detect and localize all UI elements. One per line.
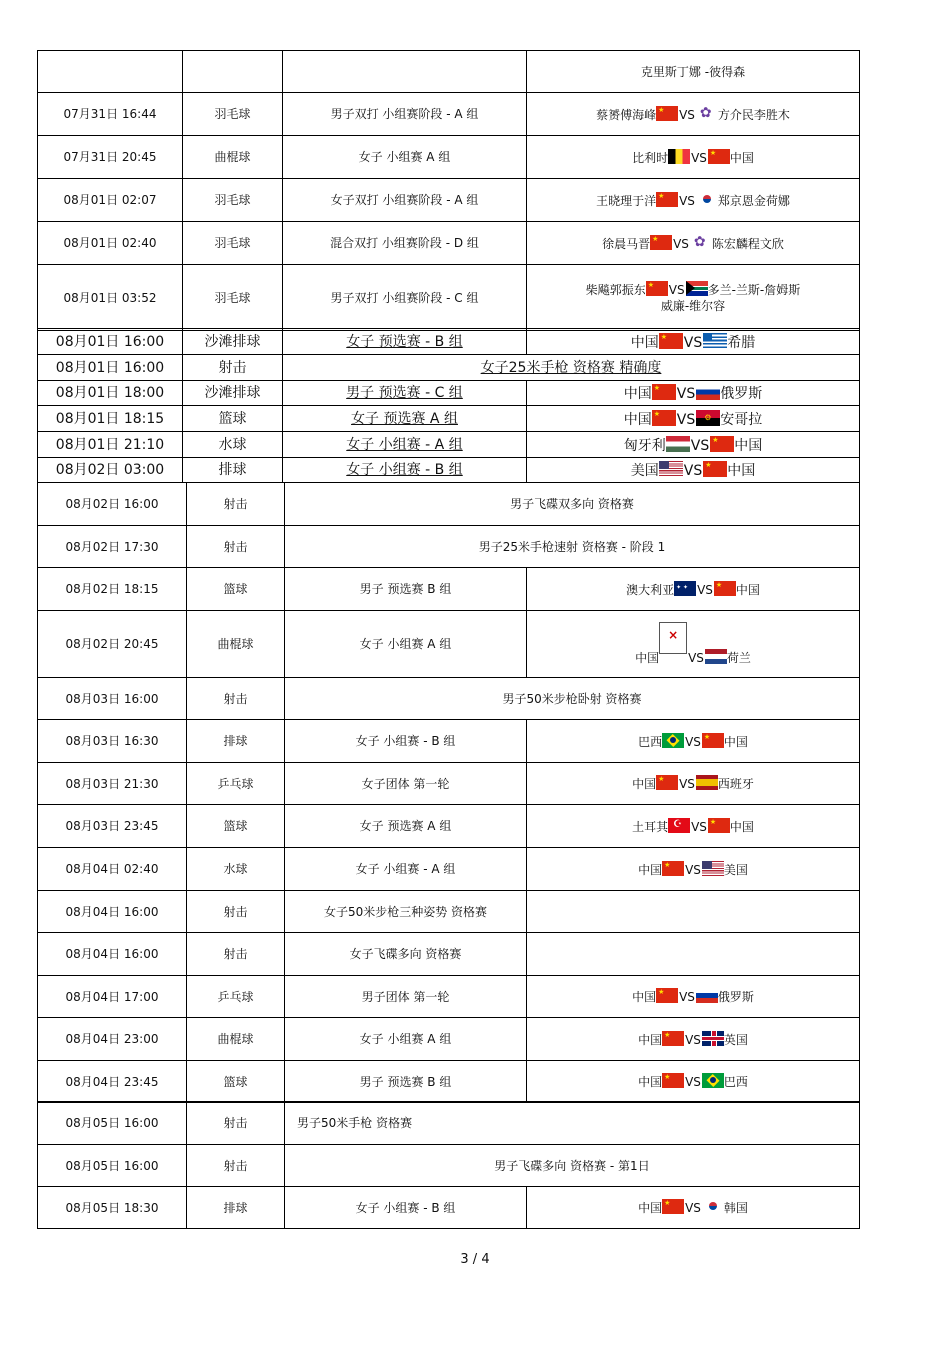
vs-label: VS (685, 1032, 701, 1047)
event-text: 男子飞碟双多向 资格赛 (510, 497, 634, 511)
team-right: 英国 (723, 1032, 748, 1047)
sport-cell: 射击 (187, 891, 285, 933)
time-cell: 08月01日 18:15 (38, 406, 183, 432)
vs-label: VS (685, 862, 701, 877)
event-cell (283, 179, 527, 222)
time-cell: 08月01日 03:52 (38, 265, 183, 331)
team-right: 中国 (727, 463, 756, 479)
vs-label: VS (676, 411, 696, 428)
turkey-flag-icon (668, 818, 690, 833)
korea-flag-icon (696, 192, 718, 207)
sport-cell: 篮球 (183, 406, 283, 432)
schedule-row (38, 265, 860, 331)
event-cell (285, 611, 527, 678)
event-cell (283, 432, 527, 458)
sport-cell: 篮球 (187, 1061, 285, 1103)
page-number: 3 / 4 (460, 1252, 490, 1267)
time-cell: 08月02日 18:15 (38, 568, 187, 611)
time-cell: 08月05日 16:00 (38, 1145, 187, 1187)
event-text: 女子团体 第一轮 (361, 776, 450, 791)
team-right: 俄罗斯 (717, 990, 754, 1004)
empty-cell (38, 51, 183, 93)
sport-cell: 射击 (187, 1145, 285, 1187)
schedule-row (38, 93, 860, 136)
team-right: 中国 (729, 819, 754, 834)
schedule-table-2 (37, 328, 860, 483)
team-right: 中国 (735, 582, 760, 597)
match-cell (527, 265, 860, 331)
sport-cell: 水球 (187, 848, 285, 891)
team-left: 澳大利亚 (626, 582, 675, 597)
schedule-row (38, 136, 860, 179)
event-text: 女子飞碟多向 资格赛 (349, 947, 462, 961)
team-right: 美国 (723, 862, 748, 877)
vs-label: VS (673, 236, 689, 251)
event-text: 女子25米手枪 资格赛 精确度 (480, 359, 662, 376)
event-text: 男子50米步枪卧射 资格赛 (502, 691, 642, 706)
team-left: 中国 (638, 1075, 663, 1089)
schedule-row (38, 1102, 860, 1145)
event-text: 男子 预选赛 B 组 (359, 1074, 452, 1089)
sport-cell: 射击 (187, 1102, 285, 1145)
event-text: 女子50米步枪三种姿势 资格赛 (323, 904, 488, 919)
match-cell (527, 432, 860, 458)
match-cell (527, 1018, 860, 1061)
event-text: 女子 预选赛 - B 组 (346, 333, 463, 350)
team-right: 韩国 (723, 1201, 748, 1215)
team-right: 多兰-兰斯-詹姆斯 (707, 283, 801, 297)
sport-cell: 水球 (183, 432, 283, 458)
time-cell: 08月03日 16:00 (38, 678, 187, 720)
time-cell: 08月03日 21:30 (38, 763, 187, 805)
time-cell: 08月04日 23:00 (38, 1018, 187, 1061)
event-text: 男子双打 小组赛阶段 - A 组 (330, 107, 479, 121)
time-cell: 08月04日 16:00 (38, 891, 187, 933)
empty-cell (183, 51, 283, 93)
time-cell: 08月01日 21:10 (38, 432, 183, 458)
team-left: 美国 (630, 463, 659, 479)
team-left: 中国 (623, 411, 652, 428)
vs-label: VS (685, 734, 701, 749)
match-cell (527, 1061, 860, 1103)
event-cell (285, 848, 527, 891)
event-cell (283, 406, 527, 432)
team-left: 蔡赟傅海峰 (596, 107, 657, 122)
sport-cell: 排球 (187, 1187, 285, 1229)
hungary-flag-icon (666, 436, 690, 452)
chinese-taipei-flag-icon (696, 106, 718, 121)
match-cell (527, 763, 860, 805)
sport-cell: 篮球 (187, 805, 285, 848)
match-cell (527, 406, 860, 432)
china-flag-icon (702, 733, 724, 748)
match-cell (527, 381, 860, 406)
event-cell (285, 483, 860, 526)
sport-cell: 羽毛球 (183, 265, 283, 331)
event-text: 女子 预选赛 A 组 (359, 819, 452, 833)
event-text: 男子双打 小组赛阶段 - C 组 (330, 290, 479, 305)
event-cell (285, 568, 527, 611)
team-left: 中国 (632, 990, 657, 1004)
schedule-table-1 (37, 50, 860, 331)
match-cell (527, 720, 860, 763)
match-cell (527, 611, 860, 678)
event-cell (285, 763, 527, 805)
team-left: 巴西 (638, 734, 663, 749)
team-left: 土耳其 (632, 819, 669, 834)
vs-label: VS (683, 463, 703, 479)
china-flag-icon (652, 410, 676, 426)
match-cell (527, 805, 860, 848)
china-flag-icon (708, 818, 730, 833)
vs-label: VS (691, 150, 707, 165)
vs-label: VS (688, 651, 704, 665)
team-right: 安哥拉 (720, 411, 763, 428)
event-text: 女子 小组赛 - B 组 (346, 462, 463, 478)
event-cell (283, 355, 860, 381)
event-text: 女子 小组赛 - B 组 (355, 734, 456, 748)
event-cell (285, 891, 527, 933)
schedule-table-4 (37, 1101, 860, 1229)
china-flag-icon (662, 1199, 684, 1214)
brazil-flag-icon (662, 733, 684, 748)
schedule-row (38, 432, 860, 458)
team-right: 方介民李胜木 (717, 107, 790, 122)
team-right: 西班牙 (717, 777, 754, 791)
schedule-row (38, 848, 860, 891)
vs-label: VS (690, 437, 710, 454)
china-flag-icon (652, 384, 676, 400)
match-cell (527, 136, 860, 179)
team-left: 柴飚郭振东 (585, 283, 646, 297)
angola-flag-icon (696, 410, 720, 426)
vs-label: VS (679, 990, 695, 1004)
korea-flag-icon (702, 1199, 724, 1214)
schedule-table-3 (37, 482, 860, 1103)
schedule-row (38, 355, 860, 381)
event-cell (285, 1018, 527, 1061)
event-cell (285, 678, 860, 720)
event-text: 男子飞碟多向 资格赛 - 第1日 (494, 1158, 650, 1173)
event-text: 男子 预选赛 - C 组 (346, 385, 463, 401)
time-cell: 08月05日 16:00 (38, 1102, 187, 1145)
event-text: 男子团体 第一轮 (361, 989, 450, 1004)
australia-flag-icon (674, 581, 696, 596)
sport-cell: 射击 (187, 678, 285, 720)
sport-cell: 排球 (183, 458, 283, 483)
netherlands-flag-icon (705, 649, 727, 664)
time-cell: 08月02日 17:30 (38, 526, 187, 568)
team-right-line2: 威廉-维尔容 (660, 299, 726, 313)
sport-cell: 射击 (187, 526, 285, 568)
sport-cell: 乒乓球 (187, 976, 285, 1018)
event-cell (283, 381, 527, 406)
time-cell: 08月01日 02:40 (38, 222, 183, 265)
match-cell (527, 976, 860, 1018)
china-flag-icon (656, 106, 678, 121)
china-flag-icon (656, 192, 678, 207)
event-text: 女子 小组赛 - B 组 (355, 1200, 456, 1215)
brazil-flag-icon (702, 1073, 724, 1088)
time-cell: 08月04日 17:00 (38, 976, 187, 1018)
vs-label: VS (685, 1075, 701, 1089)
empty-cell (283, 51, 527, 93)
vs-label: VS (683, 334, 703, 351)
vs-label: VS (679, 777, 695, 791)
time-cell: 08月04日 16:00 (38, 933, 187, 976)
schedule-row (38, 763, 860, 805)
sport-cell: 羽毛球 (183, 222, 283, 265)
schedule-row (38, 483, 860, 526)
sport-cell: 篮球 (187, 568, 285, 611)
event-cell (285, 1187, 527, 1229)
match-cell (527, 568, 860, 611)
time-cell: 08月01日 16:00 (38, 355, 183, 381)
time-cell: 08月04日 23:45 (38, 1061, 187, 1103)
schedule-row (38, 976, 860, 1018)
schedule-row (38, 1187, 860, 1229)
event-cell (285, 1145, 860, 1187)
team-right: 荷兰 (726, 651, 751, 665)
event-text: 男子 预选赛 B 组 (359, 582, 452, 596)
vs-label: VS (679, 193, 695, 208)
vs-label: VS (685, 1201, 701, 1215)
team-right: 中国 (734, 437, 763, 454)
belgium-flag-icon (668, 149, 690, 164)
time-cell: 08月02日 03:00 (38, 458, 183, 483)
sport-cell: 射击 (187, 933, 285, 976)
schedule-row (38, 1145, 860, 1187)
schedule-row (38, 805, 860, 848)
schedule-row (38, 678, 860, 720)
team-right: 中国 (723, 734, 748, 749)
china-flag-icon (662, 861, 684, 876)
event-cell (283, 265, 527, 331)
event-cell (285, 933, 527, 976)
event-text: 女子 小组赛 - A 组 (355, 862, 456, 876)
greece-flag-icon (703, 333, 727, 349)
sport-cell: 乒乓球 (187, 763, 285, 805)
time-cell: 08月01日 18:00 (38, 381, 183, 406)
china-flag-icon (703, 461, 727, 477)
match-cell (527, 1187, 860, 1229)
match-cell (527, 179, 860, 222)
event-cell (283, 329, 527, 355)
china-flag-icon (714, 581, 736, 596)
russia-flag-icon (696, 384, 720, 400)
russia-flag-icon (696, 988, 718, 1003)
sport-cell: 曲棍球 (187, 611, 285, 678)
team-right: 俄罗斯 (720, 386, 763, 402)
time-cell: 08月03日 23:45 (38, 805, 187, 848)
team-left: 比利时 (632, 150, 669, 165)
time-cell: 08月04日 02:40 (38, 848, 187, 891)
team-left: 中国 (623, 386, 652, 402)
vs-label: VS (697, 582, 713, 597)
sport-cell: 羽毛球 (183, 93, 283, 136)
sport-cell: 排球 (187, 720, 285, 763)
event-text: 女子 小组赛 A 组 (359, 637, 452, 651)
schedule-row (38, 568, 860, 611)
event-text: 女子 小组赛 - A 组 (346, 436, 463, 453)
china-flag-icon (662, 1031, 684, 1046)
time-cell: 07月31日 16:44 (38, 93, 183, 136)
match-cell (527, 93, 860, 136)
schedule-row (38, 381, 860, 406)
event-cell (285, 1061, 527, 1103)
event-cell (285, 720, 527, 763)
match-cell (527, 329, 860, 355)
match-cell: 克里斯丁娜 -彼得森 (527, 51, 860, 93)
event-cell (283, 93, 527, 136)
team-left: 中国 (630, 334, 659, 351)
match-cell (527, 933, 860, 976)
china-flag-icon (659, 333, 683, 349)
event-text: 混合双打 小组赛阶段 - D 组 (330, 236, 479, 250)
team-left: 中国 (632, 777, 657, 791)
schedule-row (38, 611, 860, 678)
usa-flag-icon (702, 861, 724, 876)
team-left: 中国 (635, 651, 660, 665)
chinese-taipei-flag-icon (690, 235, 712, 250)
schedule-row (38, 406, 860, 432)
schedule-row (38, 329, 860, 355)
time-cell: 07月31日 20:45 (38, 136, 183, 179)
event-cell (283, 136, 527, 179)
south-africa-flag-icon (686, 281, 708, 296)
event-cell (283, 222, 527, 265)
schedule-row (38, 1018, 860, 1061)
team-right: 中国 (729, 150, 754, 165)
sport-cell: 射击 (183, 355, 283, 381)
event-text: 女子双打 小组赛阶段 - A 组 (330, 193, 479, 207)
china-flag-icon (708, 149, 730, 164)
event-cell (285, 976, 527, 1018)
china-flag-icon (656, 775, 678, 790)
vs-label: VS (668, 283, 685, 297)
team-right: 巴西 (723, 1075, 748, 1089)
vs-label: VS (691, 819, 707, 834)
team-left: 中国 (638, 1201, 663, 1215)
team-right: 希腊 (727, 334, 756, 351)
time-cell: 08月02日 16:00 (38, 483, 187, 526)
match-cell (527, 891, 860, 933)
schedule-row (38, 1061, 860, 1103)
event-cell (283, 458, 527, 483)
time-cell: 08月01日 16:00 (38, 329, 183, 355)
china-flag-icon (646, 281, 668, 296)
schedule-row (38, 891, 860, 933)
event-cell (285, 1102, 860, 1145)
event-text: 男子25米手枪速射 资格赛 - 阶段 1 (478, 539, 666, 554)
event-cell (285, 526, 860, 568)
spain-flag-icon (696, 775, 718, 790)
schedule-row (38, 933, 860, 976)
match-cell (527, 222, 860, 265)
sport-cell: 沙滩排球 (183, 329, 283, 355)
sport-cell: 曲棍球 (183, 136, 283, 179)
time-cell: 08月05日 18:30 (38, 1187, 187, 1229)
schedule-row (38, 179, 860, 222)
time-cell: 08月03日 16:30 (38, 720, 187, 763)
vs-label: VS (676, 386, 696, 402)
schedule-row (38, 51, 860, 93)
schedule-row (38, 526, 860, 568)
china-flag-icon (650, 235, 672, 250)
china-flag-icon (662, 1073, 684, 1088)
schedule-row (38, 222, 860, 265)
team-right: 陈宏麟程文欣 (711, 236, 784, 251)
schedule-row (38, 458, 860, 483)
china-flag-icon (710, 436, 734, 452)
time-cell: 08月02日 20:45 (38, 611, 187, 678)
team-right: 郑京恩金荷娜 (717, 193, 790, 208)
team-left: 徐晨马晋 (602, 236, 651, 251)
match-cell (527, 848, 860, 891)
uk-flag-icon (702, 1031, 724, 1046)
event-text: 女子 预选赛 A 组 (351, 410, 458, 427)
team-left: 中国 (638, 862, 663, 877)
sport-cell: 射击 (187, 483, 285, 526)
event-cell (285, 805, 527, 848)
usa-flag-icon (659, 461, 683, 477)
china-flag-icon (656, 988, 678, 1003)
team-left: 王晓理于洋 (596, 193, 657, 208)
broken-image-icon (659, 622, 687, 654)
team-left: 匈牙利 (623, 437, 666, 454)
event-text: 男子50米手枪 资格赛 (297, 1116, 413, 1130)
sport-cell: 羽毛球 (183, 179, 283, 222)
event-text: 女子 小组赛 A 组 (359, 1032, 452, 1046)
time-cell: 08月01日 02:07 (38, 179, 183, 222)
event-text: 女子 小组赛 A 组 (358, 150, 451, 164)
schedule-row (38, 720, 860, 763)
match-cell (527, 458, 860, 483)
sport-cell: 曲棍球 (187, 1018, 285, 1061)
vs-label: VS (679, 107, 695, 122)
team-left: 中国 (638, 1032, 663, 1047)
sport-cell: 沙滩排球 (183, 381, 283, 406)
